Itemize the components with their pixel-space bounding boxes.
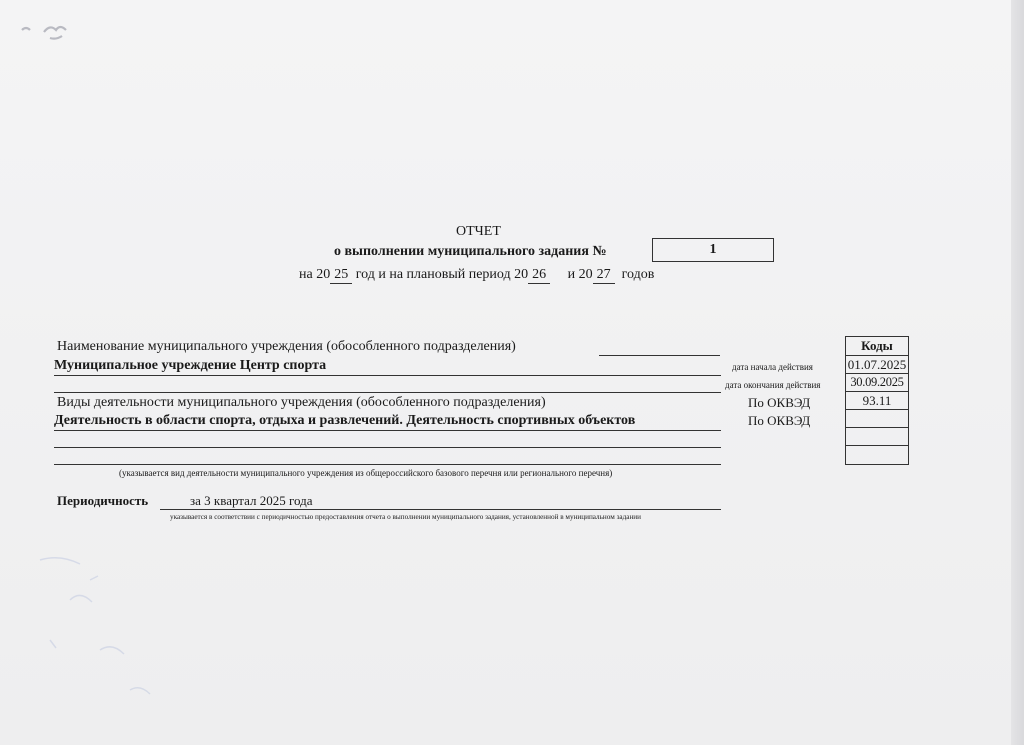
okved-label-1: По ОКВЭД bbox=[748, 395, 811, 410]
report-subtitle: о выполнении муниципального задания № bbox=[334, 244, 607, 259]
institution-label: Наименование муниципального учреждения (обособленного подразделения) bbox=[57, 339, 516, 354]
okved-value-1: 93.11 bbox=[846, 391, 908, 410]
period-and: и 20 bbox=[567, 267, 593, 282]
activity-label: Виды деятельности муниципального учреждения (обособленного подразделения) bbox=[57, 395, 546, 410]
task-number-box bbox=[652, 238, 774, 262]
year-planned-1: 26 bbox=[528, 267, 550, 284]
activity-line-1 bbox=[54, 430, 721, 431]
end-date-value: 30.09.2025 bbox=[846, 373, 908, 392]
period-suffix: годов bbox=[621, 267, 655, 282]
task-number: 1 bbox=[709, 242, 717, 257]
periodicity-label: Периодичность bbox=[57, 493, 149, 508]
ink-smudge-mark bbox=[20, 18, 75, 46]
codes-table bbox=[845, 336, 909, 465]
activity-line-2 bbox=[54, 447, 721, 448]
scan-edge bbox=[1011, 0, 1024, 745]
report-title: ОТЧЕТ bbox=[456, 224, 501, 239]
activity-note: (указывается вид деятельности муниципального учреждения из общероссийского базового перечня или регионального перечня) bbox=[119, 468, 613, 478]
institution-label-underline bbox=[599, 355, 720, 356]
activity-line-3 bbox=[54, 464, 721, 465]
period-line bbox=[299, 267, 654, 284]
period-prefix: на 20 bbox=[299, 267, 331, 282]
activity-value: Деятельность в области спорта, отдыха и развлечений. Деятельность спортивных объектов bbox=[54, 413, 636, 428]
institution-line-1 bbox=[54, 375, 721, 376]
periodicity-underline bbox=[160, 509, 721, 510]
period-mid: год и на плановый период 20 bbox=[355, 267, 529, 282]
institution-value: Муниципальное учреждение Центр спорта bbox=[54, 358, 327, 373]
okved-value-2 bbox=[846, 409, 908, 428]
periodicity-note: указывается в соответствии с периодичностью предоставления отчета о выполнении муниципального задания, установленной в муниципальном задании bbox=[170, 513, 641, 521]
codes-header: Коды bbox=[861, 338, 893, 353]
faint-ink-traces bbox=[30, 540, 190, 710]
start-date-value: 01.07.2025 bbox=[847, 357, 907, 372]
code-extra-2 bbox=[846, 445, 908, 464]
end-date-label: дата окончания действия bbox=[725, 380, 821, 390]
start-date-label: дата начала действия bbox=[732, 362, 813, 372]
code-extra-1 bbox=[846, 427, 908, 446]
okved-label-2: По ОКВЭД bbox=[748, 413, 811, 428]
year-current: 25 bbox=[330, 267, 352, 284]
periodicity-value: за 3 квартал 2025 года bbox=[190, 493, 313, 508]
institution-line-2 bbox=[54, 392, 721, 393]
year-planned-2: 27 bbox=[593, 267, 615, 284]
